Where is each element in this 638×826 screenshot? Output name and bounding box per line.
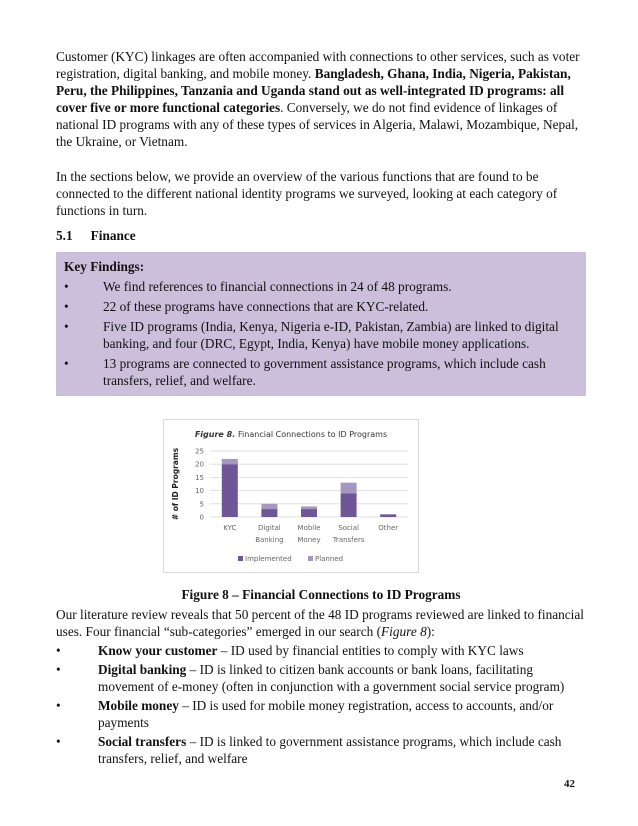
section-title: Finance: [90, 228, 136, 243]
term: Know your customer: [98, 643, 218, 658]
literature-paragraph: [56, 606, 586, 640]
sections-paragraph: In the sections below, we provide an overview of the various functions that are found to be connected to the different national identity programs we surveyed, looking at each category of functions in turn.: [56, 169, 558, 218]
legend-swatch: [308, 556, 313, 561]
finding-text: We find references to financial connections in 24 of 48 programs.: [103, 279, 452, 294]
y-tick-label: 0: [199, 513, 204, 522]
finding-text: 13 programs are connected to government assistance programs, which include cash transfers, relief, and welfare.: [103, 356, 546, 388]
bar-implemented: [380, 514, 396, 517]
x-tick-label: Digital: [258, 524, 281, 532]
finding-item: [64, 298, 578, 315]
y-tick-label: 5: [199, 500, 204, 509]
bar-implemented: [301, 509, 317, 517]
bullet: •: [64, 299, 69, 314]
bold-text: Bangladesh, Ghana, India, Nigeria, Pakistan, Peru, the Philippines, Tanzania and Uganda stand out as well-integrated ID programs: all cover five or more functional categories: [56, 66, 571, 115]
legend-label: Planned: [315, 555, 344, 563]
term: Digital banking: [98, 662, 187, 677]
chart-figure-8: [163, 419, 419, 573]
chart-title: Figure 8. Financial Connections to ID Programs: [194, 430, 388, 439]
y-tick-label: 15: [195, 473, 204, 482]
finding-item: [64, 355, 578, 389]
key-findings-box: [56, 252, 586, 396]
bar-planned: [261, 504, 277, 509]
legend-swatch: [238, 556, 243, 561]
list-item: [56, 697, 586, 731]
term: Mobile money: [98, 698, 179, 713]
description: – ID is linked to citizen bank accounts or bank loans, facilitating movement of e-money (often in conjunction with a government social service program): [98, 662, 565, 694]
text: Customer (KYC) linkages are often accompanied with connections to other services, such as voter registration, digital banking, and mobile money.: [56, 49, 580, 81]
section-number: 5.1: [56, 228, 73, 243]
x-tick-label: Transfers: [332, 536, 365, 544]
figure-reference: Figure 8: [381, 624, 427, 639]
list-item: [56, 733, 586, 767]
legend-label: Implemented: [245, 555, 292, 563]
y-tick-label: 25: [195, 447, 204, 456]
x-tick-label: Social: [338, 524, 359, 532]
finding-item: [64, 278, 578, 295]
bar-chart: [164, 420, 418, 572]
finding-item: [64, 318, 578, 352]
bullet: •: [56, 643, 61, 658]
bullet: •: [64, 356, 69, 371]
x-tick-label: Other: [378, 524, 399, 532]
bar-planned: [341, 483, 357, 494]
term: Social transfers: [98, 734, 187, 749]
text: Our literature review reveals that 50 percent of the 48 ID programs reviewed are linked to financial uses. Four financial “sub-categories” emerged in our search (: [56, 607, 584, 639]
description: – ID is used for mobile money registration, access to accounts, and/or payments: [98, 698, 554, 730]
x-tick-label: Banking: [255, 536, 284, 544]
description: – ID used by financial entities to comply with KYC laws: [217, 643, 524, 658]
x-tick-label: Mobile: [297, 524, 321, 532]
x-tick-label: Money: [297, 536, 321, 544]
x-tick-label: KYC: [223, 524, 237, 532]
list-item: [56, 661, 586, 695]
bar-implemented: [341, 493, 357, 517]
text: ):: [426, 624, 435, 639]
bullet: •: [56, 734, 61, 749]
bullet: •: [56, 662, 61, 677]
bullet: •: [64, 279, 69, 294]
y-tick-label: 20: [195, 460, 204, 469]
intro-paragraph: [56, 48, 586, 150]
text: . Conversely, we do not find evidence of linkages of national ID programs with any of these types of services in Algeria, Malawi, Mozambique, Nepal, the Ukraine, or Vietnam.: [56, 100, 579, 149]
key-findings-title: Key Findings:: [64, 259, 145, 274]
section-heading: [56, 227, 586, 244]
figure-caption: Figure 8 – Financial Connections to ID Programs: [181, 587, 461, 602]
y-axis-label: # of ID Programs: [171, 447, 180, 521]
bar-planned: [301, 506, 317, 509]
bar-planned: [222, 459, 238, 464]
finding-text: 22 of these programs have connections that are KYC-related.: [103, 299, 429, 314]
y-tick-label: 10: [195, 487, 204, 496]
finding-text: Five ID programs (India, Kenya, Nigeria e-ID, Pakistan, Zambia) are linked to digital banking, and four (DRC, Egypt, India, Kenya) have mobile money applications.: [103, 319, 559, 351]
bullet: •: [64, 319, 69, 334]
bar-implemented: [261, 509, 277, 517]
list-item: [56, 642, 586, 659]
page-number: 42: [564, 778, 575, 790]
bar-implemented: [222, 464, 238, 517]
bullet: •: [56, 698, 61, 713]
description: – ID is linked to government assistance programs, which include cash transfers, relief, and welfare: [98, 734, 562, 766]
